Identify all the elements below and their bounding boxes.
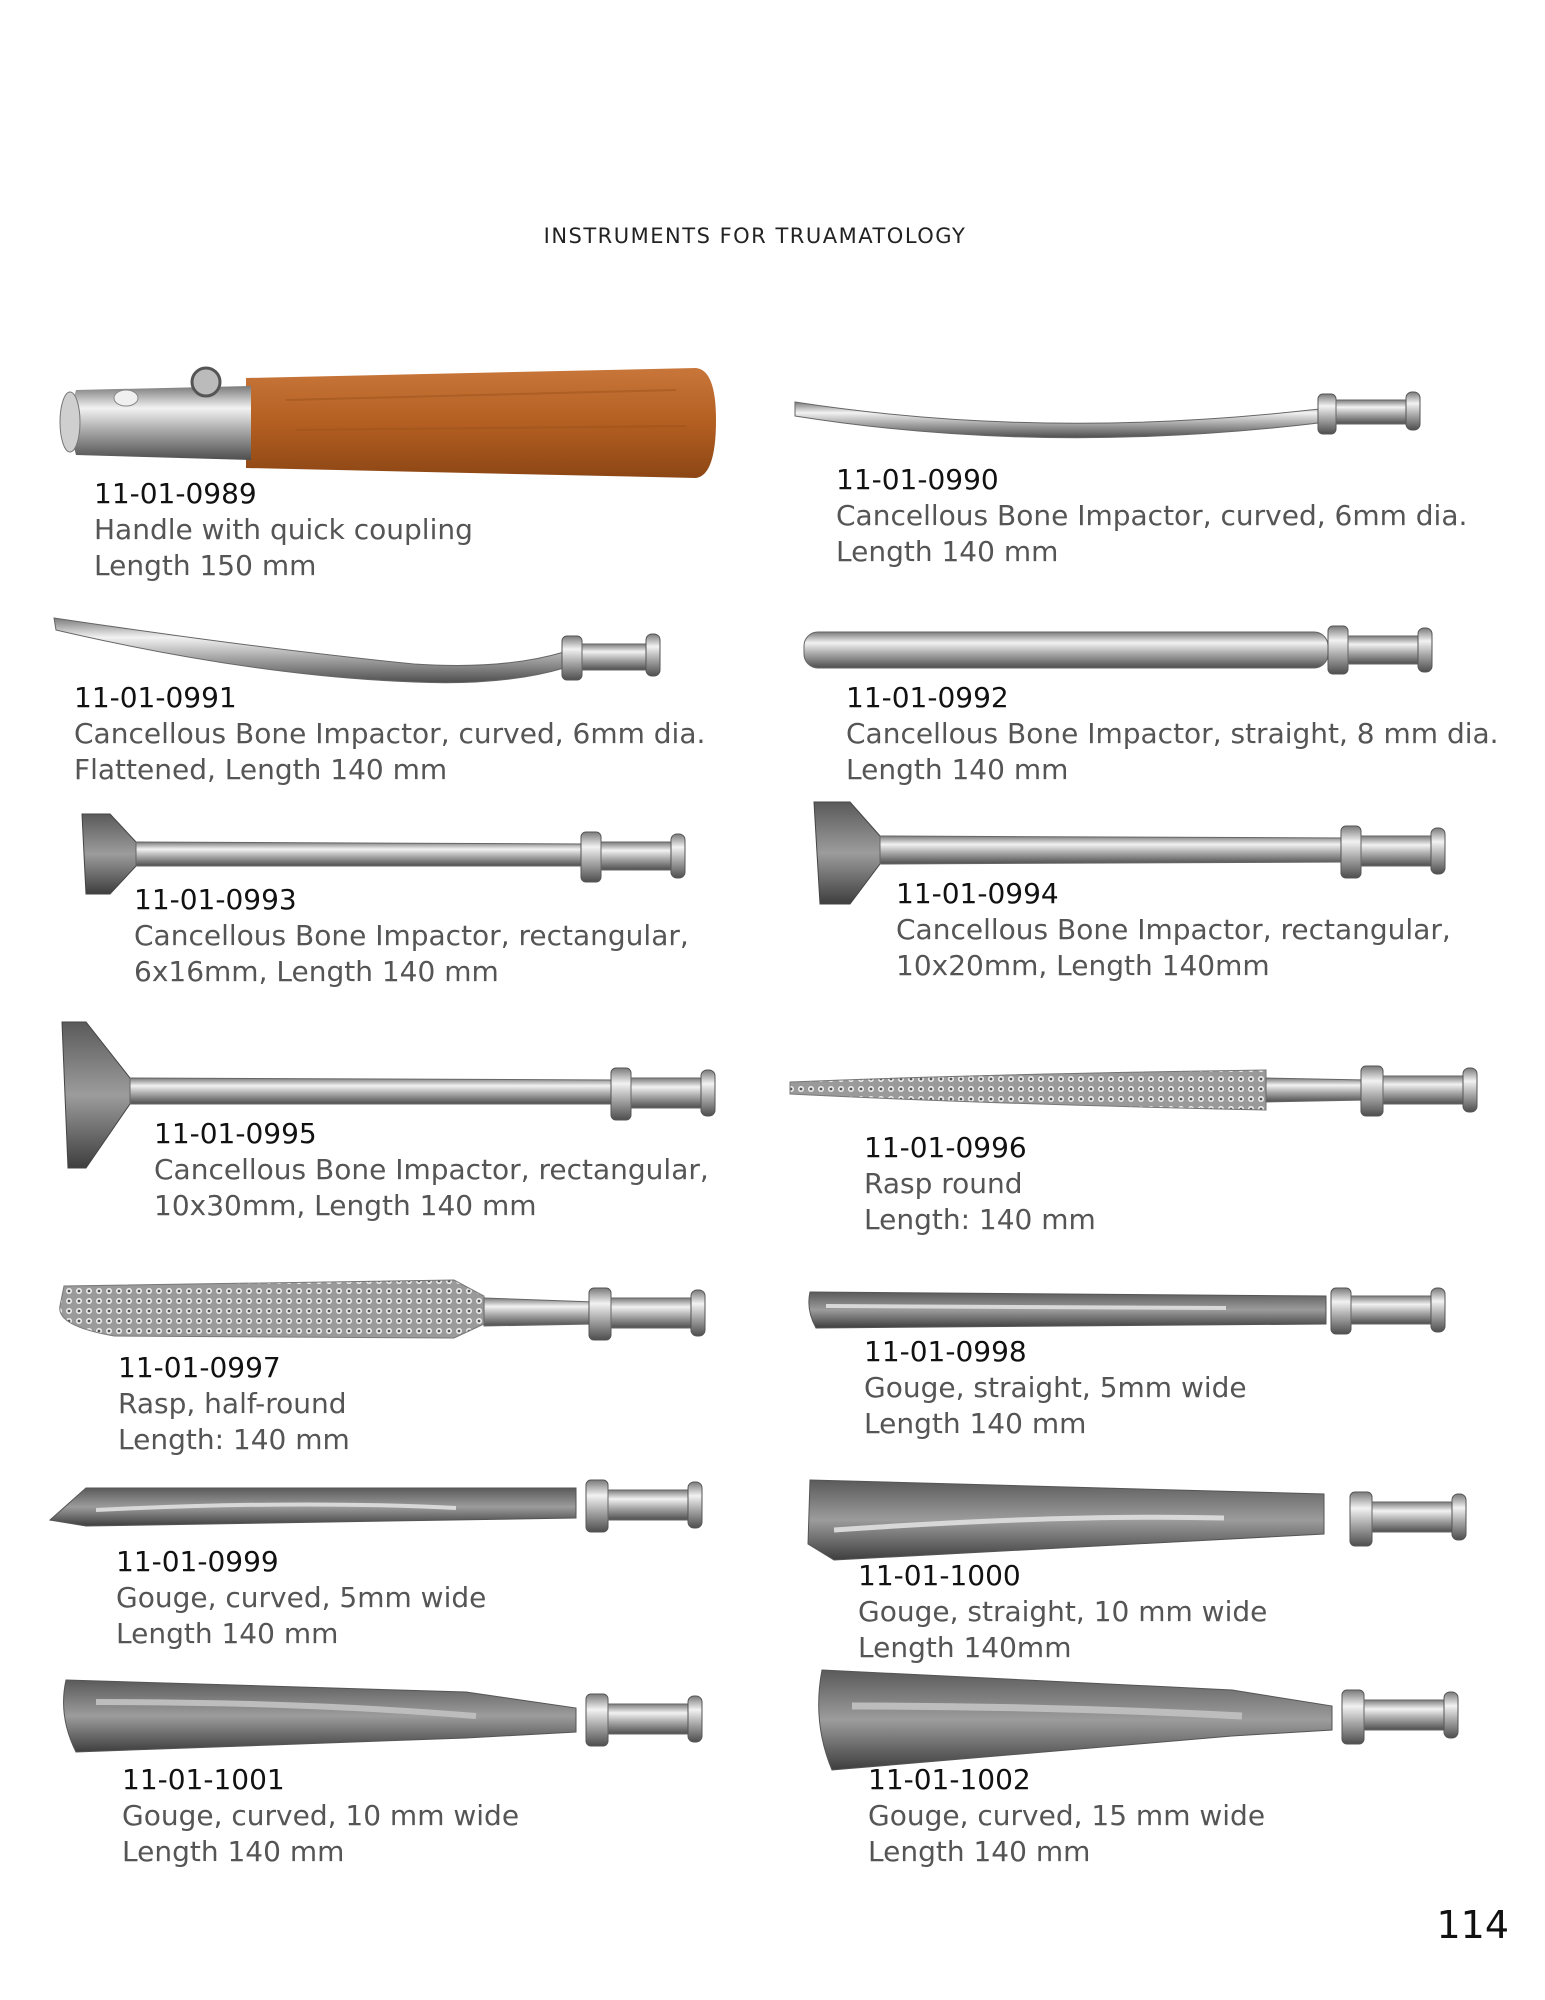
wide-gouge-image <box>56 1672 736 1762</box>
item-description: Gouge, curved, 5mm wide <box>116 1581 487 1614</box>
gouge-image <box>46 1474 736 1544</box>
item-code: 11-01-0989 <box>94 477 257 510</box>
item-length: Length 140 mm <box>864 1407 1087 1440</box>
item-caption <box>74 680 705 788</box>
curved-impactor-image <box>790 380 1450 450</box>
gouge-icon <box>806 1282 1486 1342</box>
item-code: 11-01-0995 <box>154 1117 317 1150</box>
item-caption <box>122 1762 519 1870</box>
gouge-icon <box>804 1474 1494 1564</box>
item-caption <box>116 1544 486 1652</box>
item-caption <box>846 680 1499 788</box>
page-header: INSTRUMENTS FOR TRUAMATOLOGY <box>543 224 967 248</box>
item-description: Cancellous Bone Impactor, rectangular, <box>134 919 689 952</box>
item-caption <box>134 882 689 990</box>
item-code: 11-01-1001 <box>122 1763 285 1796</box>
item-code: 11-01-0996 <box>864 1131 1027 1164</box>
item-description: Cancellous Bone Impactor, rectangular, <box>154 1153 709 1186</box>
item-caption <box>864 1130 1096 1238</box>
item-code: 11-01-0994 <box>896 877 1059 910</box>
item-length: Length: 140 mm <box>118 1423 350 1456</box>
item-length: Length 140 mm <box>846 753 1069 786</box>
curved-flattened-impactor-image <box>54 608 714 688</box>
item-caption <box>154 1116 709 1224</box>
item-caption <box>864 1334 1247 1442</box>
item-description: Rasp, half-round <box>118 1387 347 1420</box>
item-code: 11-01-0991 <box>74 681 237 714</box>
item-description: Handle with quick coupling <box>94 513 473 546</box>
item-caption <box>868 1762 1265 1870</box>
item-description: Cancellous Bone Impactor, curved, 6mm dia. <box>836 499 1468 532</box>
item-code: 11-01-1002 <box>868 1763 1031 1796</box>
item-description: Rasp round <box>864 1167 1023 1200</box>
gouge-image <box>804 1474 1494 1564</box>
item-description: Cancellous Bone Impactor, curved, 6mm dia. <box>74 717 706 750</box>
item-code: 11-01-1000 <box>858 1559 1021 1592</box>
item-code: 11-01-0998 <box>864 1335 1027 1368</box>
item-description: Gouge, curved, 15 mm wide <box>868 1799 1266 1832</box>
item-length: 10x30mm, Length 140 mm <box>154 1189 537 1222</box>
item-caption <box>94 476 473 584</box>
item-length: Length: 140 mm <box>864 1203 1096 1236</box>
straight-impactor-image <box>800 622 1460 682</box>
item-length: 10x20mm, Length 140mm <box>896 949 1270 982</box>
curved-impactor-icon <box>790 380 1450 450</box>
gouge-icon <box>46 1474 736 1544</box>
item-description: Cancellous Bone Impactor, rectangular, <box>896 913 1451 946</box>
curved-flattened-impactor-icon <box>54 608 714 688</box>
item-description: Gouge, curved, 10 mm wide <box>122 1799 520 1832</box>
item-caption <box>118 1350 350 1458</box>
item-length: Length 140mm <box>858 1631 1072 1664</box>
page-number: 114 <box>1436 1903 1509 1947</box>
item-description: Cancellous Bone Impactor, straight, 8 mm dia. <box>846 717 1499 750</box>
item-length: Length 140 mm <box>868 1835 1091 1868</box>
item-caption <box>896 876 1451 984</box>
item-length: Length 140 mm <box>122 1835 345 1868</box>
half-round-rasp-icon <box>54 1276 734 1356</box>
item-code: 11-01-0992 <box>846 681 1009 714</box>
item-length: 6x16mm, Length 140 mm <box>134 955 499 988</box>
wide-gouge-image <box>812 1666 1492 1776</box>
wide-gouge-icon <box>812 1666 1492 1776</box>
round-rasp-image <box>786 1054 1486 1134</box>
item-length: Flattened, Length 140 mm <box>74 753 448 786</box>
item-code: 11-01-0993 <box>134 883 297 916</box>
gouge-image <box>806 1282 1486 1342</box>
item-code: 11-01-0999 <box>116 1545 279 1578</box>
item-caption <box>858 1558 1267 1666</box>
item-description: Gouge, straight, 10 mm wide <box>858 1595 1268 1628</box>
wide-gouge-icon <box>56 1672 736 1762</box>
half-round-rasp-image <box>54 1276 734 1356</box>
item-length: Length 140 mm <box>116 1617 339 1650</box>
item-length: Length 150 mm <box>94 549 317 582</box>
item-code: 11-01-0990 <box>836 463 999 496</box>
item-length: Length 140 mm <box>836 535 1059 568</box>
item-code: 11-01-0997 <box>118 1351 281 1384</box>
item-description: Gouge, straight, 5mm wide <box>864 1371 1247 1404</box>
straight-impactor-icon <box>800 622 1460 682</box>
item-caption <box>836 462 1467 570</box>
round-rasp-icon <box>786 1054 1486 1134</box>
